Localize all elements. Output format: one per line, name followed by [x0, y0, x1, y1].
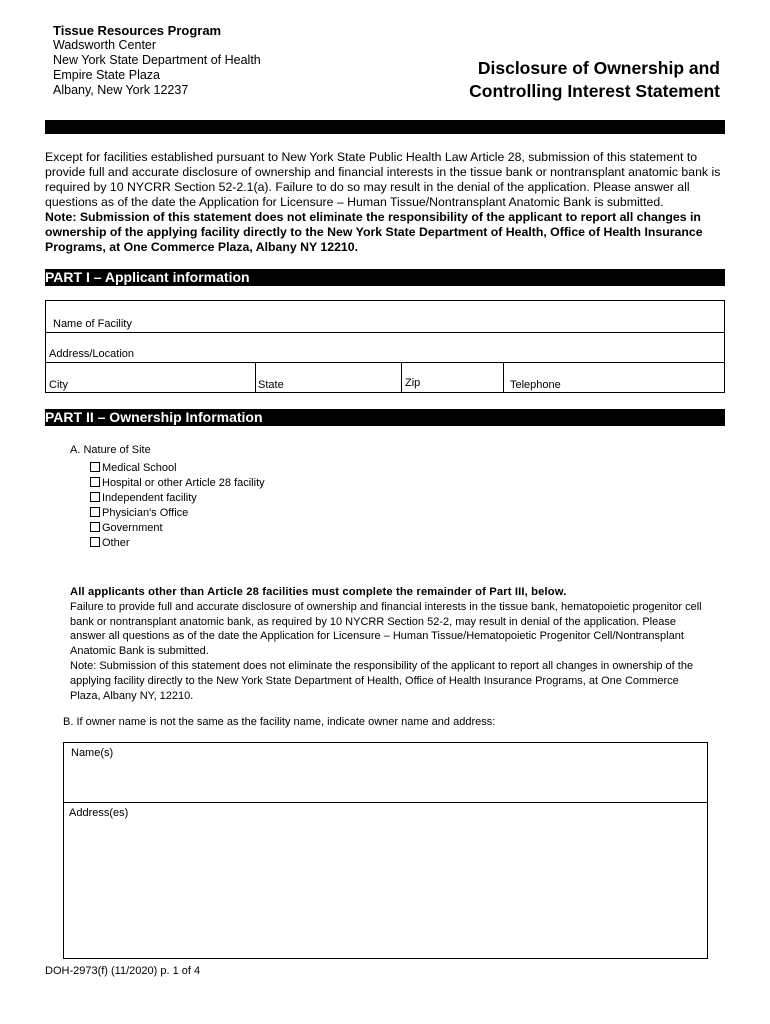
facility-name-label: Name of Facility	[53, 318, 132, 330]
option-government[interactable]	[90, 522, 163, 535]
part3-heading: All applicants other than Article 28 facilities must complete the remainder of Part III, below.	[70, 586, 567, 598]
document-title	[469, 57, 720, 103]
option-other[interactable]	[90, 537, 130, 550]
checkbox[interactable]	[90, 492, 100, 502]
col-divider	[503, 362, 504, 393]
address-line: Empire State Plaza	[53, 68, 160, 82]
option-label: Government	[102, 522, 163, 534]
part2-title-bar	[45, 409, 725, 426]
option-label: Other	[102, 537, 130, 549]
option-label: Independent facility	[102, 492, 197, 504]
checkbox[interactable]	[90, 462, 100, 472]
checkbox[interactable]	[90, 537, 100, 547]
header-divider-bar	[45, 120, 725, 134]
row-divider	[46, 332, 724, 333]
title-line: Controlling Interest Statement	[469, 81, 720, 101]
option-physicians-office[interactable]	[90, 507, 188, 520]
form-footer: DOH-2973(f) (11/2020) p. 1 of 4	[45, 965, 201, 977]
address-line: New York State Department of Health	[53, 53, 261, 67]
state-label: State	[258, 379, 284, 391]
intro-paragraph	[45, 150, 725, 255]
address-line: Albany, New York 12237	[53, 83, 189, 97]
part1-title: PART I – Applicant information	[45, 269, 250, 285]
intro-text: Except for facilities established pursuant to New York State Public Health Law Article 28, submission of this statement to provide full and accurate disclosure of ownership and financial interests in the tissue bank or nontransplant anatomic bank is required by 10 NYCRR Section 52-2.1(a). Failure to do so may result in the denial of the application. Please answer all questions as of the date the Application for Licensure – Human Tissue/Nontransplant Anatomic Bank is submitted.	[45, 150, 721, 209]
option-independent-facility[interactable]	[90, 492, 197, 505]
part3-text: Failure to provide full and accurate disclosure of ownership and financial interests in the tissue bank, hematopoietic progenitor cell bank or nontransplant anatomic bank, as required by 10 NYCRR Section 52-2, may result in denial of the application. Please answer all questions as of the date the Application for Licensure – Human Tissue/Hematopoietic Progenitor Cell/Nontransplant Anatomic Bank is submitted.	[70, 600, 702, 658]
option-medical-school[interactable]	[90, 462, 177, 475]
option-label: Medical School	[102, 462, 177, 474]
nature-of-site-label: A. Nature of Site	[70, 444, 151, 456]
checkbox[interactable]	[90, 507, 100, 517]
checkbox[interactable]	[90, 477, 100, 487]
row-divider	[46, 362, 724, 363]
intro-note: Note: Submission of this statement does not eliminate the responsibility of the applicant to report all changes in ownership of the applying facility directly to the New York State Department of Health, Office of Health Insurance Programs, at One Commerce Plaza, Albany NY 12210.	[45, 210, 703, 254]
box-divider	[64, 802, 707, 803]
option-label: Physician's Office	[102, 507, 189, 519]
applicant-info-table	[45, 300, 725, 393]
checkbox[interactable]	[90, 522, 100, 532]
addresses-label: Address(es)	[69, 807, 129, 819]
option-hospital[interactable]	[90, 477, 265, 490]
city-label: City	[49, 379, 68, 391]
title-line: Disclosure of Ownership and	[477, 58, 720, 78]
part3-instructions	[70, 585, 710, 703]
names-label: Name(s)	[71, 747, 114, 759]
part2-title: PART II – Ownership Information	[45, 409, 263, 425]
col-divider	[401, 362, 402, 393]
zip-label: Zip	[405, 377, 421, 389]
owner-info-box[interactable]	[63, 742, 708, 959]
part3-note: Note: Submission of this statement does not eliminate the responsibility of the applicant to report all changes in ownership of the applying facility directly to the New York State Department of Health, Office of Health Insurance Programs, at One Commerce Plaza, Albany NY, 12210.	[70, 659, 694, 702]
owner-question: B. If owner name is not the same as the facility name, indicate owner name and address:	[63, 716, 496, 728]
program-name: Tissue Resources Program	[53, 23, 222, 38]
address-line: Wadsworth Center	[53, 38, 157, 52]
option-label: Hospital or other Article 28 facility	[102, 477, 265, 489]
address-label: Address/Location	[49, 348, 134, 360]
col-divider	[255, 362, 256, 393]
telephone-label: Telephone	[510, 379, 561, 391]
part1-title-bar	[45, 269, 725, 286]
organization-block	[53, 23, 261, 98]
